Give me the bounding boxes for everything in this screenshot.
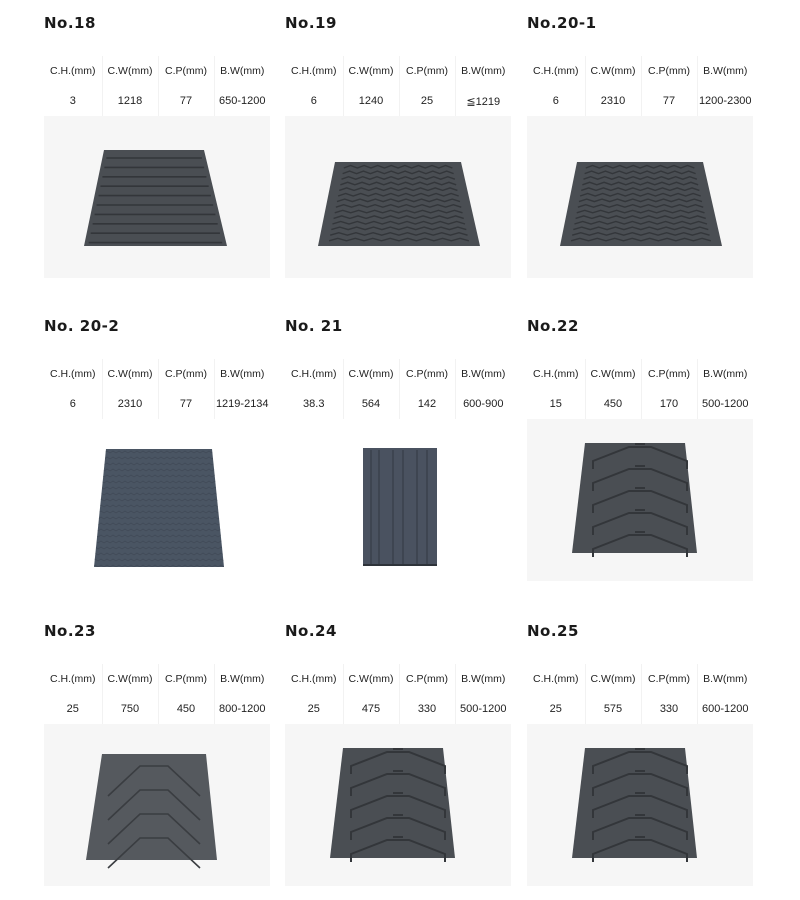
- value-cw: 475: [343, 694, 399, 724]
- header-bw: B.W(mm): [214, 359, 270, 389]
- spec-value-row: [285, 86, 511, 116]
- header-bw: B.W(mm): [455, 359, 511, 389]
- value-cp: 142: [399, 389, 455, 419]
- value-bw: 800-1200: [214, 694, 270, 724]
- chevron-cleat-belt-image: [527, 419, 753, 581]
- value-ch: 6: [310, 95, 317, 107]
- spec-header-row: [527, 56, 753, 86]
- product-title: No.24: [285, 622, 337, 640]
- spec-value-row: [44, 694, 270, 724]
- spec-table: [44, 664, 270, 724]
- header-ch: C.H.(mm): [50, 65, 96, 77]
- spec-header-row: [44, 664, 270, 694]
- spec-value-row: [44, 389, 270, 419]
- value-ch: 25: [66, 703, 79, 715]
- value-bw: 500-1200: [697, 389, 753, 419]
- header-cp: C.P(mm): [158, 56, 214, 86]
- header-bw: B.W(mm): [214, 664, 270, 694]
- value-bw: 500-1200: [455, 694, 511, 724]
- header-cp: C.P(mm): [158, 664, 214, 694]
- product-title: No.23: [44, 622, 96, 640]
- value-bw: 650-1200: [214, 86, 270, 116]
- header-bw: B.W(mm): [455, 664, 511, 694]
- value-bw: ≦1219: [455, 86, 511, 116]
- value-cw: 564: [343, 389, 399, 419]
- spec-value-row: [285, 694, 511, 724]
- value-cw: 1240: [343, 86, 399, 116]
- fine-chevron-belt-image: [527, 116, 753, 278]
- product-card-8: [285, 620, 511, 886]
- header-ch: C.H.(mm): [291, 368, 337, 380]
- product-title: No.25: [527, 622, 579, 640]
- textured-belt-image: [44, 419, 270, 581]
- value-cp: 330: [399, 694, 455, 724]
- header-cp: C.P(mm): [641, 56, 697, 86]
- value-cp: 170: [641, 389, 697, 419]
- header-ch: C.H.(mm): [50, 368, 96, 380]
- header-ch: C.H.(mm): [533, 673, 579, 685]
- value-cp: 77: [158, 86, 214, 116]
- value-bw: 1200-2300: [697, 86, 753, 116]
- value-cp: 77: [158, 389, 214, 419]
- spec-table: [285, 359, 511, 419]
- spec-header-row: [527, 359, 753, 389]
- spec-table: [44, 359, 270, 419]
- product-card-9: [527, 620, 753, 886]
- value-ch: 38.3: [303, 398, 325, 410]
- value-ch: 6: [69, 398, 76, 410]
- value-cw: 750: [102, 694, 158, 724]
- header-ch: C.H.(mm): [533, 65, 579, 77]
- header-cw: C.W(mm): [585, 56, 641, 86]
- value-cp: 77: [641, 86, 697, 116]
- product-card-7: [44, 620, 270, 886]
- header-cw: C.W(mm): [102, 664, 158, 694]
- value-ch: 25: [549, 703, 562, 715]
- spec-header-row: [527, 664, 753, 694]
- spec-table: [285, 56, 511, 116]
- header-ch: C.H.(mm): [50, 673, 96, 685]
- product-card-5: [285, 315, 511, 581]
- spec-header-row: [285, 664, 511, 694]
- spec-value-row: [527, 389, 753, 419]
- header-bw: B.W(mm): [697, 56, 753, 86]
- value-ch: 15: [549, 398, 562, 410]
- value-cw: 575: [585, 694, 641, 724]
- spec-header-row: [44, 359, 270, 389]
- fine-chevron-belt-image: [285, 116, 511, 278]
- header-cp: C.P(mm): [399, 56, 455, 86]
- spec-value-row: [285, 389, 511, 419]
- value-cw: 450: [585, 389, 641, 419]
- value-cw: 2310: [585, 86, 641, 116]
- header-cp: C.P(mm): [399, 664, 455, 694]
- header-bw: B.W(mm): [697, 359, 753, 389]
- header-bw: B.W(mm): [697, 664, 753, 694]
- value-cw: 1218: [102, 86, 158, 116]
- header-cp: C.P(mm): [641, 359, 697, 389]
- value-bw: 600-1200: [697, 694, 753, 724]
- product-title: No.19: [285, 14, 337, 32]
- product-title: No. 20-2: [44, 317, 120, 335]
- spec-header-row: [285, 56, 511, 86]
- value-ch: 6: [552, 95, 559, 107]
- spec-value-row: [527, 694, 753, 724]
- spec-value-row: [44, 86, 270, 116]
- spec-header-row: [44, 56, 270, 86]
- value-ch: 25: [307, 703, 320, 715]
- product-card-4: [44, 315, 270, 581]
- header-cp: C.P(mm): [641, 664, 697, 694]
- product-title: No.22: [527, 317, 579, 335]
- header-cw: C.W(mm): [343, 664, 399, 694]
- header-ch: C.H.(mm): [291, 673, 337, 685]
- product-card-3: [527, 12, 753, 278]
- header-cw: C.W(mm): [585, 664, 641, 694]
- product-title: No. 21: [285, 317, 343, 335]
- value-cp: 330: [641, 694, 697, 724]
- spec-table: [285, 664, 511, 724]
- product-card-6: [527, 315, 753, 581]
- header-cw: C.W(mm): [102, 56, 158, 86]
- value-bw: 600-900: [455, 389, 511, 419]
- header-ch: C.H.(mm): [291, 65, 337, 77]
- spec-table: [527, 359, 753, 419]
- product-card-1: [44, 12, 270, 278]
- open-chevron-belt-image: [44, 724, 270, 886]
- value-cp: 450: [158, 694, 214, 724]
- chevron-cleat-belt-image: [527, 724, 753, 886]
- header-cw: C.W(mm): [343, 359, 399, 389]
- product-card-2: [285, 12, 511, 278]
- header-bw: B.W(mm): [214, 56, 270, 86]
- header-cw: C.W(mm): [585, 359, 641, 389]
- longitudinal-rib-belt-image: [285, 419, 511, 581]
- chevron-cleat-belt-image: [285, 724, 511, 886]
- value-cw: 2310: [102, 389, 158, 419]
- value-cp: 25: [399, 86, 455, 116]
- value-bw: 1219-2134: [214, 389, 270, 419]
- header-cp: C.P(mm): [158, 359, 214, 389]
- header-cp: C.P(mm): [399, 359, 455, 389]
- spec-value-row: [527, 86, 753, 116]
- product-title: No.18: [44, 14, 96, 32]
- value-ch: 3: [69, 95, 76, 107]
- spec-table: [44, 56, 270, 116]
- header-cw: C.W(mm): [102, 359, 158, 389]
- spec-table: [527, 56, 753, 116]
- flat-cleat-belt-image: [44, 116, 270, 278]
- header-bw: B.W(mm): [455, 56, 511, 86]
- spec-header-row: [285, 359, 511, 389]
- spec-table: [527, 664, 753, 724]
- header-ch: C.H.(mm): [533, 368, 579, 380]
- product-title: No.20-1: [527, 14, 597, 32]
- header-cw: C.W(mm): [343, 56, 399, 86]
